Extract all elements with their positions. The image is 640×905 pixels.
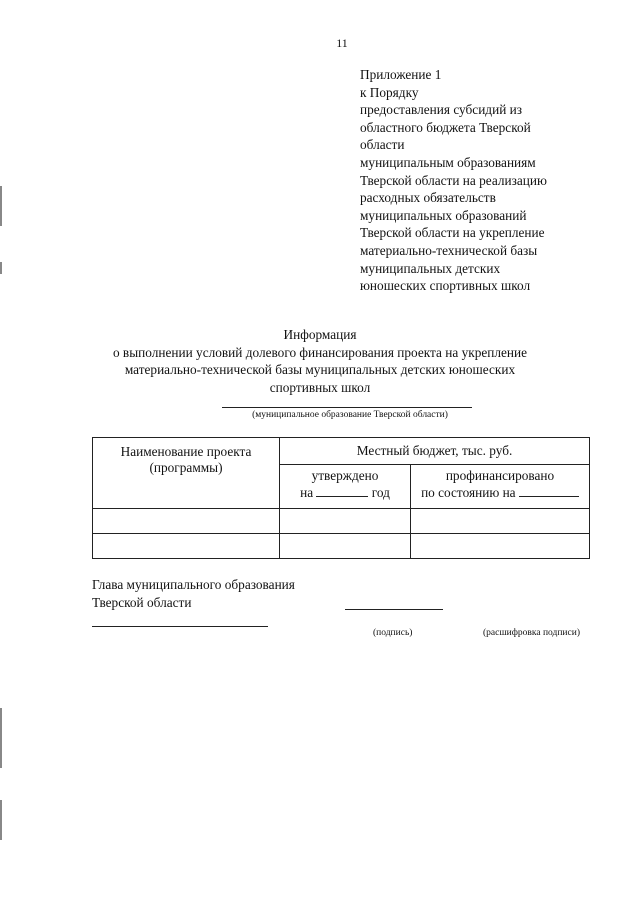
- signature-decode-caption: (расшифровка подписи): [483, 628, 580, 638]
- appendix-line: юношеских спортивных школ: [360, 278, 531, 294]
- page-number: 11: [336, 36, 348, 50]
- table-cell: [280, 534, 411, 559]
- scan-edge-mark: [0, 262, 2, 274]
- appendix-line: области: [360, 137, 405, 153]
- table-cell: [411, 509, 590, 534]
- year-blank: [316, 484, 368, 497]
- date-blank: [519, 484, 579, 497]
- title-line: Информация: [283, 327, 357, 342]
- appendix-line: расходных обязательств: [360, 190, 496, 206]
- appendix-line: материально-технической базы: [360, 242, 538, 258]
- project-name-header: Наименование проекта (программы): [93, 438, 280, 509]
- budget-table: [92, 437, 590, 559]
- title-line: о выполнении условий долевого финансирования проекта на укрепление: [112, 344, 528, 360]
- appendix-line: Тверской области на реализацию: [360, 172, 547, 188]
- table-cell: [93, 509, 280, 534]
- appendix-line: к Порядку: [360, 84, 419, 100]
- appendix-line: областного бюджета Тверской: [360, 119, 531, 135]
- signature-line: [345, 609, 443, 610]
- scan-edge-mark: [0, 708, 2, 768]
- title-line: материально-технической базы муниципальных детских юношеских: [124, 362, 516, 378]
- local-budget-header: Местный бюджет, тыс. руб.: [280, 438, 590, 465]
- scan-edge-mark: [0, 186, 2, 226]
- title-line: спортивных школ: [269, 379, 371, 395]
- approved-header: утверждено на год: [280, 465, 411, 509]
- table-cell: [93, 534, 280, 559]
- signature-caption: (подпись): [373, 628, 413, 638]
- appendix-line: предоставления субсидий из: [360, 102, 522, 118]
- appendix-line: муниципальным образованиям: [360, 154, 536, 170]
- appendix-line: муниципальных детских: [360, 260, 501, 276]
- signatory-title: Глава муниципального образования Тверской области: [92, 577, 295, 610]
- name-line: [92, 626, 268, 627]
- table-row: [93, 534, 590, 559]
- table-cell: [411, 534, 590, 559]
- table-row: [93, 509, 590, 534]
- document-title: [90, 326, 550, 396]
- financed-header: профинансировано по состоянию на: [411, 465, 590, 509]
- appendix-line: муниципальных образований: [360, 207, 527, 223]
- municipality-caption: (муниципальное образование Тверской области): [252, 410, 448, 420]
- scan-edge-mark: [0, 800, 2, 840]
- appendix-line: Приложение 1: [360, 67, 442, 82]
- municipality-fill-line: [222, 407, 472, 408]
- appendix-reference: [360, 66, 610, 295]
- appendix-line: Тверской области на укрепление: [360, 225, 545, 241]
- table-cell: [280, 509, 411, 534]
